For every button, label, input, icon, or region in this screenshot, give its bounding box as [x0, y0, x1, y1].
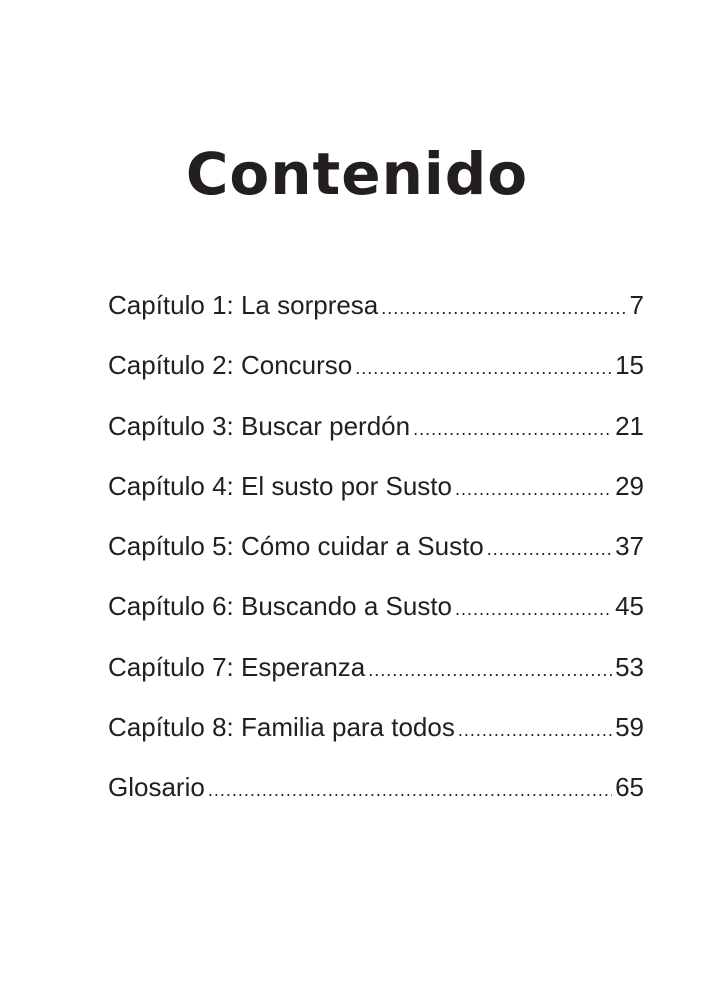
dot-leader: [455, 466, 612, 512]
dot-leader: [458, 707, 612, 753]
toc-entry-label: Capítulo 8: Familia para todos: [108, 712, 455, 743]
toc-entry-chapter-3: [108, 403, 644, 463]
toc-entry-page-number: 65: [615, 772, 644, 803]
toc-entry-chapter-6: [108, 583, 644, 643]
toc-entry-glossary: [108, 764, 644, 824]
dot-leader: [368, 647, 612, 693]
toc-entry-chapter-8: [108, 704, 644, 764]
dot-leader: [487, 526, 612, 572]
toc-entry-chapter-4: [108, 463, 644, 523]
toc-entry-label: Glosario: [108, 772, 205, 803]
page-title: Contenido: [185, 140, 529, 208]
toc-entry-page-number: 37: [615, 531, 644, 562]
toc-entry-page-number: 7: [629, 290, 644, 320]
toc-entry-label: Capítulo 6: Buscando a Susto: [108, 591, 453, 622]
toc-entry-chapter-1: [108, 282, 644, 342]
toc-entry-page-number: 21: [615, 410, 644, 441]
toc-entry-chapter-7: [108, 644, 644, 704]
dot-leader: [381, 285, 626, 331]
toc-entry-label: Capítulo 5: Cómo cuidar a Susto: [108, 531, 484, 562]
toc-entry-label: Capítulo 2: Concurso: [108, 350, 353, 381]
dot-leader: [413, 406, 612, 452]
dot-leader: [355, 345, 612, 391]
dot-leader: [455, 586, 612, 632]
dot-leader: [208, 767, 612, 813]
toc-entry-chapter-2: [108, 342, 644, 402]
toc-entry-label: Capítulo 1: La sorpresa: [108, 290, 379, 320]
toc-entry-label: Capítulo 4: El susto por Susto: [108, 470, 452, 501]
toc-entry-page-number: 45: [615, 591, 644, 622]
table-of-contents: [108, 282, 644, 825]
toc-entry-page-number: 59: [615, 712, 644, 743]
toc-entry-label: Capítulo 3: Buscar perdón: [108, 410, 411, 441]
toc-entry-page-number: 29: [615, 470, 644, 501]
toc-entry-page-number: 53: [615, 651, 644, 682]
toc-entry-chapter-5: [108, 523, 644, 583]
toc-entry-page-number: 15: [615, 350, 644, 381]
toc-entry-label: Capítulo 7: Esperanza: [108, 651, 366, 682]
